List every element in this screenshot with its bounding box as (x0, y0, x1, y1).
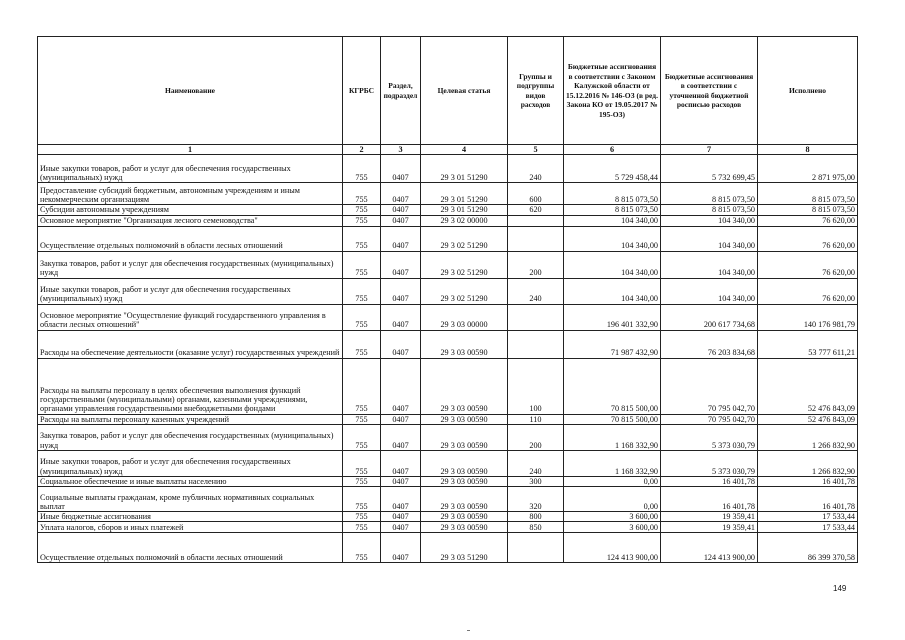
row-group: 110 (508, 414, 564, 424)
row-law-value: 8 815 073,50 (564, 205, 661, 215)
row-group (508, 215, 564, 226)
row-target: 29 3 03 51290 (421, 533, 508, 563)
row-section: 0407 (381, 330, 421, 358)
row-name: Расходы на выплаты персоналу казенных учреждений (38, 414, 343, 424)
row-section: 0407 (381, 304, 421, 330)
row-section: 0407 (381, 450, 421, 476)
row-plan-value: 104 340,00 (661, 251, 758, 278)
row-law-value: 70 815 500,00 (564, 358, 661, 414)
row-plan-value: 5 373 030,79 (661, 450, 758, 476)
row-group: 800 (508, 512, 564, 522)
row-plan-value: 200 617 734,68 (661, 304, 758, 330)
row-group (508, 226, 564, 251)
row-section: 0407 (381, 512, 421, 522)
row-section: 0407 (381, 155, 421, 183)
row-executed-value: 16 401,78 (758, 487, 858, 512)
row-kgrbs: 755 (343, 304, 381, 330)
row-plan-value: 76 203 834,68 (661, 330, 758, 358)
table-row (38, 424, 858, 450)
header-kgrbs: КГРБС (343, 37, 381, 145)
row-target: 29 3 03 00590 (421, 358, 508, 414)
row-name: Иные бюджетные ассигнования (38, 512, 343, 522)
row-executed-value: 17 533,44 (758, 522, 858, 533)
row-group: 850 (508, 522, 564, 533)
row-plan-value: 19 359,41 (661, 512, 758, 522)
table-row (38, 183, 858, 205)
row-plan-value: 70 795 042,70 (661, 414, 758, 424)
table-row (38, 358, 858, 414)
table-row (38, 476, 858, 486)
row-plan-value: 16 401,78 (661, 487, 758, 512)
row-kgrbs: 755 (343, 155, 381, 183)
row-section: 0407 (381, 522, 421, 533)
column-number: 7 (661, 145, 758, 155)
row-target: 29 3 03 00590 (421, 522, 508, 533)
row-executed-value: 16 401,78 (758, 476, 858, 486)
row-group: 200 (508, 424, 564, 450)
row-plan-value: 19 359,41 (661, 522, 758, 533)
row-name: Предоставление субсидий бюджетным, автономным учреждениям и иным некоммерческим организациям (38, 183, 343, 205)
row-law-value: 104 340,00 (564, 278, 661, 304)
row-name: Иные закупки товаров, работ и услуг для обеспечения государственных (муниципальных) нужд (38, 450, 343, 476)
row-plan-value: 70 795 042,70 (661, 358, 758, 414)
row-name: Расходы на выплаты персоналу в целях обеспечения выполнения функций государственными (муниципальными) органами, казенными учреждениями, органами управления государственными внебюджетными фондами (38, 358, 343, 414)
row-name: Субсидии автономным учреждениям (38, 205, 343, 215)
row-kgrbs: 755 (343, 512, 381, 522)
row-plan-value: 16 401,78 (661, 476, 758, 486)
row-law-value: 104 340,00 (564, 251, 661, 278)
row-section: 0407 (381, 414, 421, 424)
table-row (38, 226, 858, 251)
row-kgrbs: 755 (343, 414, 381, 424)
table-row (38, 251, 858, 278)
row-group (508, 330, 564, 358)
table-row (38, 278, 858, 304)
row-executed-value: 53 777 611,21 (758, 330, 858, 358)
row-group (508, 304, 564, 330)
table-row (38, 155, 858, 183)
header-law-allocation: Бюджетные ассигнования в соответствии с Законом Калужской области от 15.12.2016 № 146-ОЗ (в ред. Закона КО от 19.05.2017 № 195-ОЗ) (564, 37, 661, 145)
header-section: Раздел, подраздел (381, 37, 421, 145)
row-group: 620 (508, 205, 564, 215)
row-group: 200 (508, 251, 564, 278)
row-executed-value: 52 476 843,09 (758, 358, 858, 414)
row-law-value: 70 815 500,00 (564, 414, 661, 424)
row-executed-value: 76 620,00 (758, 226, 858, 251)
row-law-value: 0,00 (564, 476, 661, 486)
row-target: 29 3 03 00000 (421, 304, 508, 330)
table-row (38, 512, 858, 522)
row-target: 29 3 01 51290 (421, 183, 508, 205)
row-target: 29 3 03 00590 (421, 450, 508, 476)
row-group (508, 533, 564, 563)
row-target: 29 3 03 00590 (421, 414, 508, 424)
row-target: 29 3 03 00590 (421, 424, 508, 450)
row-target: 29 3 03 00590 (421, 330, 508, 358)
row-kgrbs: 755 (343, 215, 381, 226)
row-name: Уплата налогов, сборов и иных платежей (38, 522, 343, 533)
row-group: 240 (508, 155, 564, 183)
budget-table (37, 36, 858, 563)
row-section: 0407 (381, 424, 421, 450)
row-law-value: 1 168 332,90 (564, 424, 661, 450)
row-name: Основное мероприятие "Осуществление функций государственного управления в области лесных отношений" (38, 304, 343, 330)
table-row (38, 414, 858, 424)
row-section: 0407 (381, 251, 421, 278)
row-kgrbs: 755 (343, 358, 381, 414)
row-name: Социальное обеспечение и иные выплаты населению (38, 476, 343, 486)
row-section: 0407 (381, 226, 421, 251)
page-number: 149 (833, 584, 847, 593)
row-law-value: 124 413 900,00 (564, 533, 661, 563)
row-executed-value: 17 533,44 (758, 512, 858, 522)
row-executed-value: 76 620,00 (758, 278, 858, 304)
table-row (38, 450, 858, 476)
row-kgrbs: 755 (343, 226, 381, 251)
row-target: 29 3 02 51290 (421, 278, 508, 304)
row-target: 29 3 01 51290 (421, 205, 508, 215)
row-target: 29 3 03 00590 (421, 512, 508, 522)
row-name: Закупка товаров, работ и услуг для обеспечения государственных (муниципальных) нужд (38, 251, 343, 278)
row-group: 240 (508, 450, 564, 476)
row-law-value: 71 987 432,90 (564, 330, 661, 358)
table-row (38, 533, 858, 563)
header-group: Группы и подгруппы видов расходов (508, 37, 564, 145)
row-executed-value: 86 399 370,58 (758, 533, 858, 563)
row-plan-value: 8 815 073,50 (661, 183, 758, 205)
table-row (38, 215, 858, 226)
row-kgrbs: 755 (343, 183, 381, 205)
table-row (38, 205, 858, 215)
row-plan-value: 5 373 030,79 (661, 424, 758, 450)
row-executed-value: 8 815 073,50 (758, 205, 858, 215)
row-kgrbs: 755 (343, 476, 381, 486)
row-section: 0407 (381, 183, 421, 205)
column-number: 8 (758, 145, 858, 155)
row-law-value: 0,00 (564, 487, 661, 512)
row-section: 0407 (381, 476, 421, 486)
row-group: 240 (508, 278, 564, 304)
row-executed-value: 52 476 843,09 (758, 414, 858, 424)
row-law-value: 1 168 332,90 (564, 450, 661, 476)
header-plan-allocation: Бюджетные ассигнования в соответствии с уточненной бюджетной росписью расходов (661, 37, 758, 145)
column-number: 1 (38, 145, 343, 155)
row-kgrbs: 755 (343, 251, 381, 278)
row-target: 29 3 02 51290 (421, 251, 508, 278)
row-kgrbs: 755 (343, 330, 381, 358)
column-number: 3 (381, 145, 421, 155)
row-plan-value: 8 815 073,50 (661, 205, 758, 215)
column-number: 2 (343, 145, 381, 155)
table-row (38, 522, 858, 533)
row-executed-value: 2 871 975,00 (758, 155, 858, 183)
header-row (38, 37, 858, 145)
row-kgrbs: 755 (343, 450, 381, 476)
row-group: 600 (508, 183, 564, 205)
row-plan-value: 104 340,00 (661, 215, 758, 226)
row-section: 0407 (381, 205, 421, 215)
row-group: 300 (508, 476, 564, 486)
row-target: 29 3 02 00000 (421, 215, 508, 226)
row-law-value: 8 815 073,50 (564, 183, 661, 205)
row-kgrbs: 755 (343, 205, 381, 215)
row-name: Социальные выплаты гражданам, кроме публичных нормативных социальных выплат (38, 487, 343, 512)
column-number: 4 (421, 145, 508, 155)
row-law-value: 5 729 458,44 (564, 155, 661, 183)
row-law-value: 3 600,00 (564, 522, 661, 533)
row-section: 0407 (381, 533, 421, 563)
column-number-row (38, 145, 858, 155)
row-executed-value: 76 620,00 (758, 215, 858, 226)
row-name: Иные закупки товаров, работ и услуг для обеспечения государственных (муниципальных) нужд (38, 155, 343, 183)
row-target: 29 3 01 51290 (421, 155, 508, 183)
row-kgrbs: 755 (343, 533, 381, 563)
row-executed-value: 140 176 981,79 (758, 304, 858, 330)
row-law-value: 196 401 332,90 (564, 304, 661, 330)
row-target: 29 3 03 00590 (421, 487, 508, 512)
column-number: 6 (564, 145, 661, 155)
row-group: 320 (508, 487, 564, 512)
row-name: Иные закупки товаров, работ и услуг для обеспечения государственных (муниципальных) нужд (38, 278, 343, 304)
row-law-value: 104 340,00 (564, 215, 661, 226)
row-target: 29 3 03 00590 (421, 476, 508, 486)
row-plan-value: 104 340,00 (661, 278, 758, 304)
row-plan-value: 124 413 900,00 (661, 533, 758, 563)
row-executed-value: 1 266 832,90 (758, 450, 858, 476)
table-row (38, 487, 858, 512)
row-name: Расходы на обеспечение деятельности (оказание услуг) государственных учреждений (38, 330, 343, 358)
header-name: Наименование (38, 37, 343, 145)
row-executed-value: 76 620,00 (758, 251, 858, 278)
table-row (38, 304, 858, 330)
row-name: Осуществление отдельных полномочий в области лесных отношений (38, 533, 343, 563)
row-plan-value: 5 732 699,45 (661, 155, 758, 183)
row-kgrbs: 755 (343, 278, 381, 304)
row-kgrbs: 755 (343, 522, 381, 533)
table-row (38, 330, 858, 358)
row-law-value: 3 600,00 (564, 512, 661, 522)
row-kgrbs: 755 (343, 487, 381, 512)
row-executed-value: 1 266 832,90 (758, 424, 858, 450)
row-name: Основное мероприятие "Организация лесного семеноводства" (38, 215, 343, 226)
row-section: 0407 (381, 278, 421, 304)
header-executed: Исполнено (758, 37, 858, 145)
row-plan-value: 104 340,00 (661, 226, 758, 251)
header-target: Целевая статья (421, 37, 508, 145)
row-group: 100 (508, 358, 564, 414)
row-law-value: 104 340,00 (564, 226, 661, 251)
row-target: 29 3 02 51290 (421, 226, 508, 251)
scan-mark (467, 630, 470, 631)
column-number: 5 (508, 145, 564, 155)
row-name: Закупка товаров, работ и услуг для обеспечения государственных (муниципальных) нужд (38, 424, 343, 450)
row-executed-value: 8 815 073,50 (758, 183, 858, 205)
row-section: 0407 (381, 358, 421, 414)
row-name: Осуществление отдельных полномочий в области лесных отношений (38, 226, 343, 251)
row-kgrbs: 755 (343, 424, 381, 450)
row-section: 0407 (381, 487, 421, 512)
row-section: 0407 (381, 215, 421, 226)
